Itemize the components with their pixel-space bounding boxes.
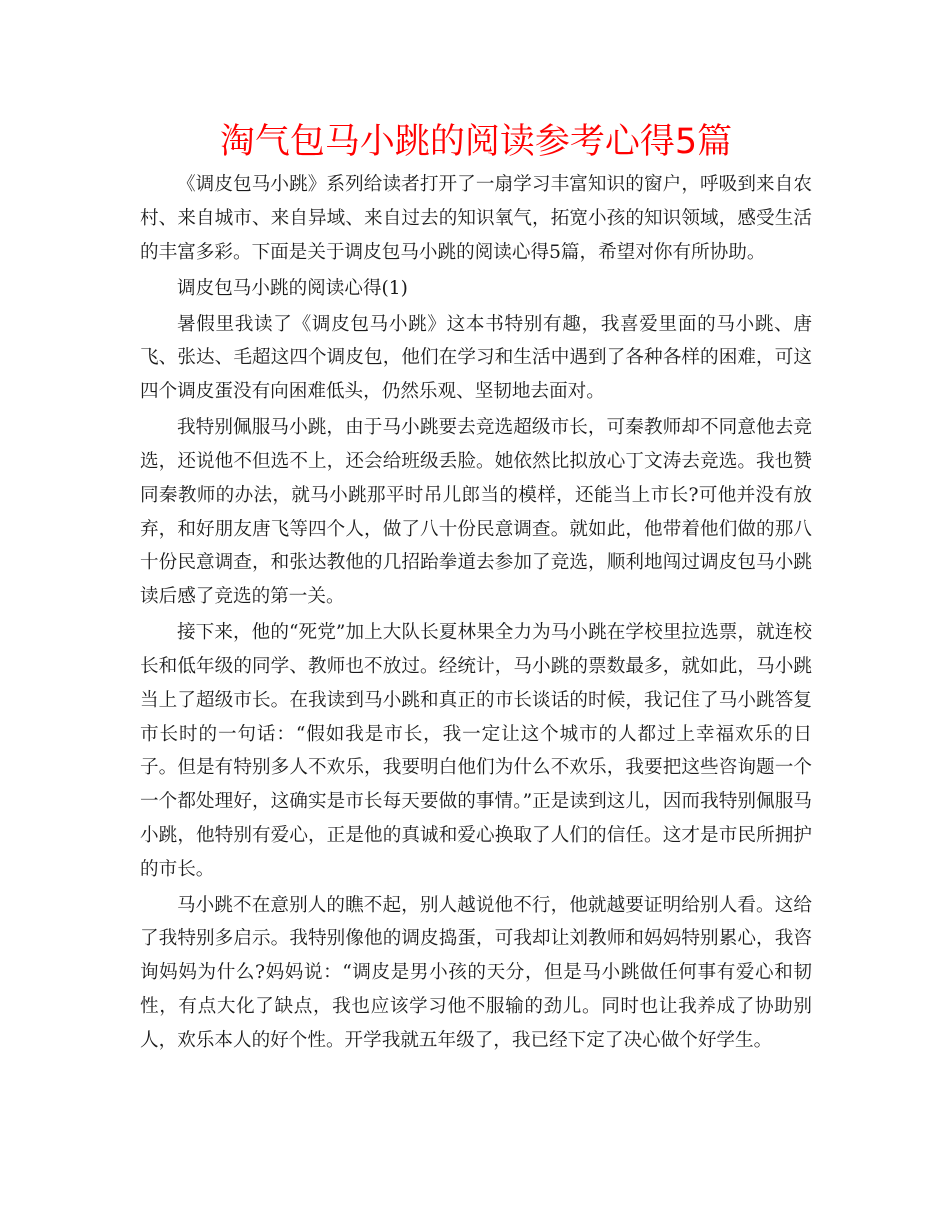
document-body bbox=[140, 168, 812, 1060]
body-paragraph: 暑假里我读了《调皮包马小跳》这本书特别有趣，我喜爱里面的马小跳、唐飞、张达、毛超这四个调皮包，他们在学习和生活中遇到了各种各样的困难，可这四个调皮蛋没有向困难低头，仍然乐观、坚韧地去面对。 bbox=[140, 313, 812, 403]
intro-paragraph: 《调皮包马小跳》系列给读者打开了一扇学习丰富知识的窗户，呼吸到来自农村、来自城市、来自异域、来自过去的知识氧气，拓宽小孩的知识领域，感受生活的丰富多彩。下面是关于调皮包马小跳的阅读心得5篇，希望对你有所协助。 bbox=[140, 174, 812, 263]
document-title: 淘气包马小跳的阅读参考心得5篇 bbox=[219, 122, 733, 162]
body-paragraph: 我特别佩服马小跳，由于马小跳要去竞选超级市长，可秦教师却不同意他去竞选，还说他不但选不上，还会给班级丢脸。她依然比拟放心丁文涛去竞选。我也赞同秦教师的办法，就马小跳那平时吊儿郎当的模样，还能当上市长?可他并没有放弃，和好朋友唐飞等四个人，做了八十份民意调查。就如此，他带着他们做的那八十份民意调查，和张达教他的几招跆拳道去参加了竞选，顺利地闯过调皮包马小跳读后感了竞选的第一关。 bbox=[140, 417, 812, 608]
section-heading: 调皮包马小跳的阅读心得(1) bbox=[177, 277, 408, 299]
body-paragraph: 马小跳不在意别人的瞧不起，别人越说他不行，他就越要证明给别人看。这给了我特别多启示。我特别像他的调皮捣蛋，可我却让刘教师和妈妈特别累心，我咨询妈妈为什么?妈妈说：“调皮是男小孩的天分，但是马小跳做任何事有爱心和韧性，有点大化了缺点，我也应该学习他不服输的劲儿。同时也让我养成了协助别人，欢乐本人的好个性。开学我就五年级了，我已经下定了决心做个好学生。 bbox=[140, 894, 812, 1051]
body-paragraph: 接下来，他的“死党”加上大队长夏林果全力为马小跳在学校里拉选票，就连校长和低年级的同学、教师也不放过。经统计，马小跳的票数最多，就如此，马小跳当上了超级市长。在我读到马小跳和真正的市长谈话的时候，我记住了马小跳答复市长时的一句话：“假如我是市长，我一定让这个城市的人都过上幸福欢乐的日子。但是有特别多人不欢乐，我要明白他们为什么不欢乐，我要把这些咨询题一个一个都处理好，这确实是市长每天要做的事情。”正是读到这儿，因而我特别佩服马小跳，他特别有爱心，正是他的真诚和爱心换取了人们的信任。这才是市民所拥护的市长。 bbox=[140, 622, 812, 880]
